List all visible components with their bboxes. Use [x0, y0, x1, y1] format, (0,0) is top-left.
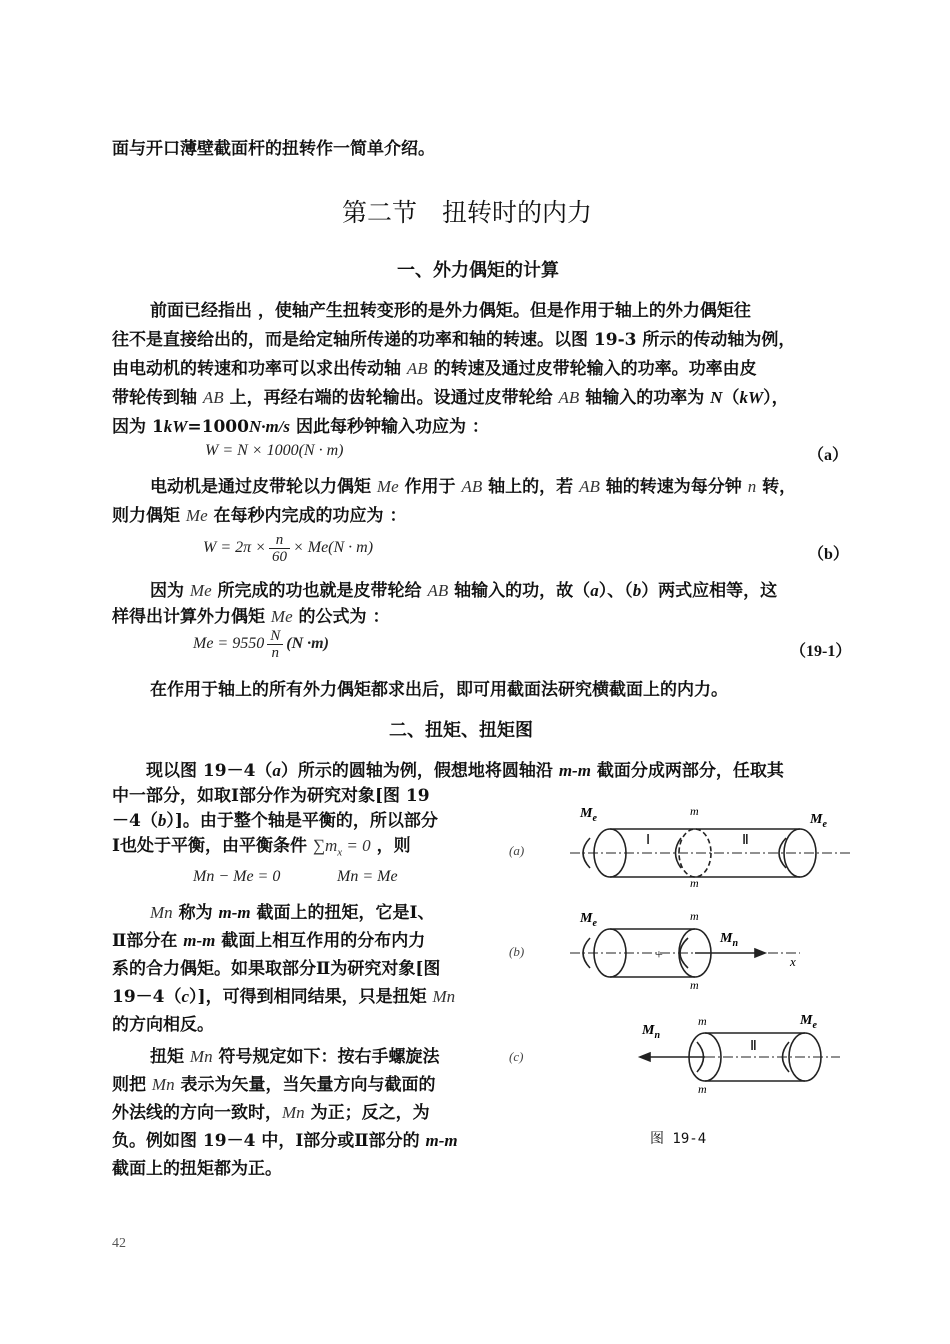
p5-line-1: 现以图 19－4（a）所示的圆轴为例，假想地将圆轴沿 m-m 截面分成两部分，任取其	[146, 761, 784, 781]
p5-line-3: －4（b）]。由于整个轴是平衡的，所以部分	[112, 811, 438, 831]
figure-label-a: (a)	[509, 843, 525, 858]
p7-line-5: 截面上的扭矩都为正。	[112, 1159, 282, 1179]
p4: 在作用于轴上的所有外力偶矩都求出后，即可用截面法研究横截面上的内力。	[150, 680, 728, 700]
part-2-label-a: Ⅱ	[742, 833, 749, 848]
intro-tail: 面与开口薄壁截面杆的扭转作一简单介绍。	[112, 139, 435, 159]
p7-line-4: 负。例如图 19－4 中，Ⅰ部分或Ⅱ部分的 m-m	[112, 1131, 458, 1151]
m-label-c-top: m	[698, 1014, 707, 1028]
p2-line-1: 电动机是通过皮带轮以力偶矩 Me 作用于 AB 轴上的，若 AB 轴的转速为每分钟 n 转，	[150, 477, 797, 497]
p1-line-1: 前面已经指出 ，使轴产生扭转变形的是外力偶矩。但是作用于轴上的外力偶矩往	[150, 301, 751, 321]
p1-line-4: 带轮传到轴 AB 上，再经右端的齿轮输出。设通过皮带轮给 AB 轴输入的功率为 N（kW），	[112, 388, 789, 408]
p2-line-2: 则力偶矩 Me 在每秒内完成的功应为 ：	[112, 506, 407, 526]
equation-a: W = N × 1000(N · m)	[205, 442, 344, 459]
m-label-b-bottom: m	[690, 978, 699, 992]
equation-mn-b: Mn = Me	[337, 868, 398, 885]
figure-19-4	[560, 796, 860, 1106]
mn-label-c: $M_n$	[642, 1023, 661, 1041]
p3-line-1: 因为 Me 所完成的功也就是皮带轮给 AB 轴输入的功，故（a）、（b）两式应相等，这	[150, 581, 778, 601]
m-label-b-top: m	[690, 909, 699, 923]
p6-line-1: Mn 称为 m-m 截面上的扭矩，它是Ⅰ、	[150, 903, 435, 923]
p7-line-3: 外法线的方向一致时，Mn 为正；反之，为	[112, 1103, 430, 1123]
equation-19-1: Me = 9550 $\frac{N}{n}$ (N ·m)	[193, 628, 329, 661]
equation-b-label: （b）	[808, 546, 849, 563]
p7-line-1: 扭矩 Mn 符号规定如下：按右手螺旋法	[150, 1047, 440, 1067]
subsection-title-2: 二、扭矩、扭矩图	[389, 720, 533, 741]
equation-mn-a: Mn − Me = 0	[193, 868, 281, 885]
p7-line-2: 则把 Mn 表示为矢量，当矢量方向与截面的	[112, 1075, 436, 1095]
subsection-title-1: 一、外力偶矩的计算	[397, 260, 559, 281]
equation-19-1-label: （19-1）	[790, 643, 852, 660]
equation-a-label: （a）	[808, 447, 849, 464]
p3-line-2: 样得出计算外力偶矩 Me 的公式为 ：	[112, 607, 390, 627]
me-label-a-left: $M_e$	[580, 806, 597, 824]
mn-label-b: $M_n$	[720, 931, 739, 949]
p5-line-4: Ⅰ也处于平衡，由平衡条件 $\sum m_x = 0$ ，则	[112, 836, 411, 859]
part-1-label-a: Ⅰ	[646, 833, 651, 848]
me-label-a-right: $M_e$	[810, 812, 827, 830]
me-label-c: $M_e$	[800, 1013, 817, 1031]
page-number: 42	[112, 1236, 126, 1251]
part-2-label-c: Ⅱ	[750, 1039, 757, 1054]
shaft-b	[570, 929, 800, 977]
shaft-a	[570, 829, 850, 877]
figure-label-b: (b)	[509, 944, 525, 959]
svg-text:+: +	[655, 948, 663, 963]
x-axis-label: x	[790, 954, 796, 969]
equation-b: W = 2π × $\frac{n}{60}$ × Me(N · m)	[203, 532, 374, 565]
figure-label-c: (c)	[509, 1049, 524, 1064]
me-label-b: $M_e$	[580, 911, 597, 929]
shaft-c	[640, 1033, 840, 1081]
m-label-c-bottom: m	[698, 1082, 707, 1096]
p1-line-3: 由电动机的转速和功率可以求出传动轴 AB 的转速及通过皮带轮输入的功率。功率由皮	[112, 359, 757, 379]
m-label-a-top: m	[690, 804, 699, 818]
figure-caption: 图 19-4	[650, 1131, 707, 1147]
p6-line-5: 的方向相反。	[112, 1015, 214, 1035]
m-label-a-bottom: m	[690, 876, 699, 890]
section-title: 第二节 扭转时的内力	[342, 198, 593, 227]
p6-line-2: Ⅱ部分在 m-m 截面上相互作用的分布内力	[112, 931, 426, 951]
p1-line-5: 因为 1kW=1000N·m/s 因此每秒钟输入功应为 ：	[112, 417, 489, 437]
p6-line-4: 19－4（c）]，可得到相同结果，只是扭矩 Mn	[112, 987, 456, 1007]
p5-line-2: 中一部分，如取Ⅰ部分作为研究对象[图 19	[112, 786, 430, 806]
p1-line-2: 往不是直接给出的，而是给定轴所传递的功率和轴的转速。以图 19-3 所示的传动轴为例，	[112, 330, 796, 350]
p6-line-3: 系的合力偶矩。如果取部分Ⅱ为研究对象[图	[112, 959, 441, 979]
